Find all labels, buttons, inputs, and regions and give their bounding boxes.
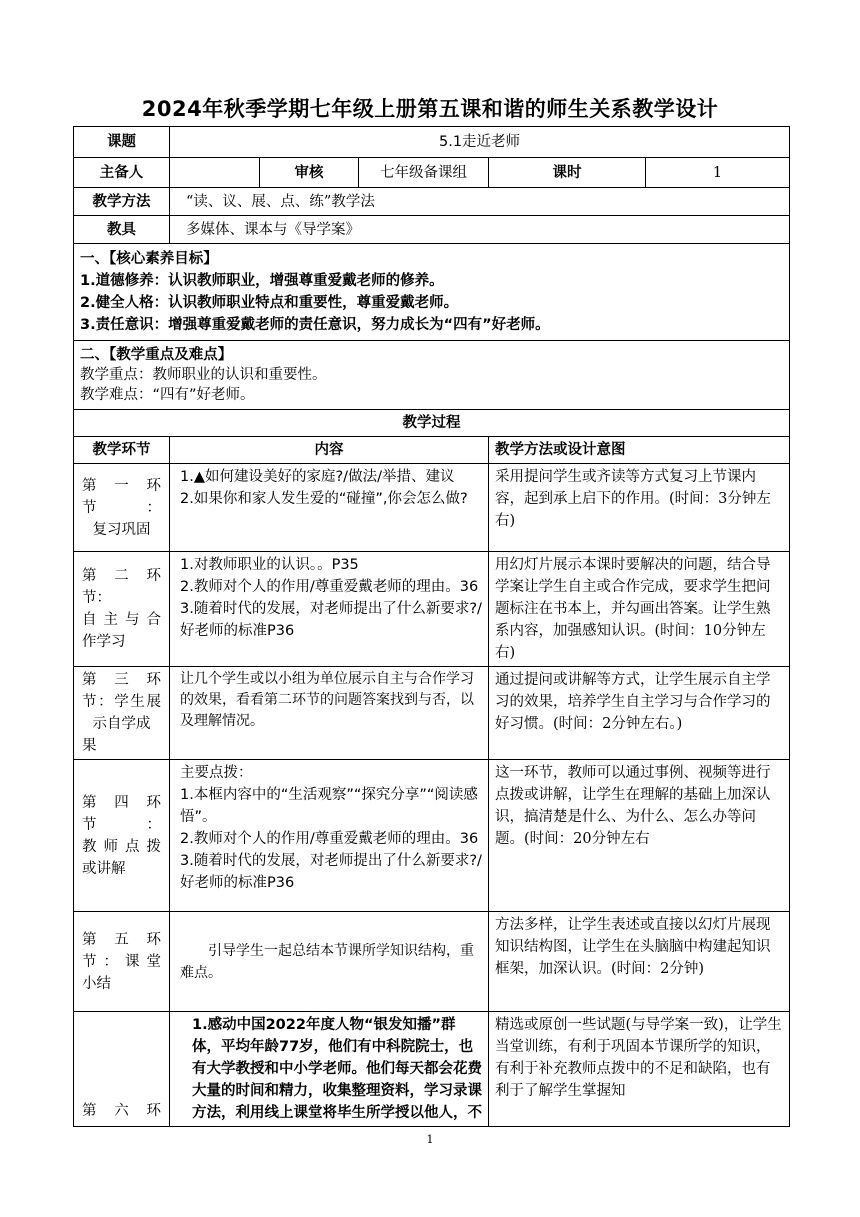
tools-row xyxy=(74,216,790,244)
tools-label: 教具 xyxy=(74,216,170,244)
goals-row xyxy=(74,244,790,341)
stage-method: 用幻灯片展示本课时要解决的问题，结合导学案让学生自主或合作完成，要求学生把问题标注在书本上，并勾画出答案。让学生熟系内容，加强感知认识。(时间：10分钟左右) xyxy=(489,552,790,667)
topic-label: 课题 xyxy=(74,127,170,158)
period-label: 课时 xyxy=(489,158,646,188)
stage-content: 让几个学生或以小组为单位展示自主与合作学习的效果，看看第二环节的问题答案找到与否，以及理解情况。 xyxy=(170,667,489,760)
stage-method: 通过提问或讲解等方式，让学生展示自主学习的效果，培养学生自主学习与合作学习的好习惯。(时间：2分钟左右。) xyxy=(489,667,790,760)
keypoints-focus: 教学重点：教师职业的认识和重要性。 xyxy=(80,367,327,383)
stage-content: 主要点拨： 1.本框内容中的“生活观察”“探究分享”“阅读感悟”。 2.教师对个人的作用/尊重爱戴老师的理由。36 3.随着时代的发展，对老师提出了什么新要求?/好老师的标准P36 xyxy=(170,760,489,912)
stage-content: 1.▲如何建设美好的家庭?/做法/举措、建议 2.如果你和家人发生爱的“碰撞”,你会怎么做? xyxy=(170,464,489,552)
stage-name: 第 三 环 节：学生展 示自学成 果 xyxy=(74,667,170,760)
stage-row xyxy=(74,1012,790,1127)
method-row xyxy=(74,188,790,216)
period-value: 1 xyxy=(646,158,790,188)
reviewer-value: 七年级备课组 xyxy=(359,158,489,188)
col-content: 内容 xyxy=(170,437,489,464)
stage-row xyxy=(74,464,790,552)
stage-content: 引导学生一起总结本节课所学知识结构，重难点。 xyxy=(170,912,489,1012)
method-label: 教学方法 xyxy=(74,188,170,216)
topic-row xyxy=(74,127,790,158)
keypoints-difficulty: 教学难点：“四有”好老师。 xyxy=(80,387,255,403)
stage-method: 这一环节，教师可以通过事例、视频等进行点拨或讲解，让学生在理解的基础上加深认识，搞清楚是什么、为什么、怎么办等问题。(时间：20分钟左右 xyxy=(489,760,790,912)
preparer-value xyxy=(170,158,260,188)
process-heading: 教学过程 xyxy=(74,410,790,437)
stage-method: 精选或原创一些试题(与导学案一致)，让学生当堂训练，有利于巩固本节课所学的知识，有利于补充教师点拨中的不足和缺陷，也有利于了解学生掌握知 xyxy=(489,1012,790,1127)
stage-name: 第 一 环 节 ： 复习巩固 xyxy=(74,464,170,552)
stage-method: 采用提问学生或齐读等方式复习上节课内容，起到承上启下的作用。(时间：3分钟左右) xyxy=(489,464,790,552)
reviewer-label: 审核 xyxy=(260,158,359,188)
goals-heading: 一、【核心素养目标】 xyxy=(80,251,218,267)
stage-row xyxy=(74,667,790,760)
stage-row xyxy=(74,912,790,1012)
stage-name: 第 二 环 节： 自主与合 作学习 xyxy=(74,552,170,667)
preparer-label: 主备人 xyxy=(74,158,170,188)
goal-item: 2.健全人格：认识教师职业特点和重要性，尊重爱戴老师。 xyxy=(80,295,459,311)
stage-content: 1.对教师职业的认识。。P35 2.教师对个人的作用/尊重爱戴老师的理由。36 3.随着时代的发展，对老师提出了什么新要求?/好老师的标准P36 xyxy=(170,552,489,667)
keypoints-heading: 二、【教学重点及难点】 xyxy=(80,347,233,363)
col-stage: 教学环节 xyxy=(74,437,170,464)
stage-name: 第 六 环 xyxy=(74,1012,170,1127)
stage-content: 1.感动中国2022年度人物“银发知播”群体，平均年龄77岁，他们有中科院院士，也有大学教授和中小学老师。他们每天都会花费大量的时间和精力，收集整理资料，学习录课方法，利用线上课堂将毕生所学授以他人，不 xyxy=(170,1012,489,1127)
keypoints-row xyxy=(74,341,790,410)
stage-name: 第 五 环 节 ： 课 堂 小结 xyxy=(74,912,170,1012)
method-value: “读、议、展、点、练”教学法 xyxy=(170,188,790,216)
preparer-row xyxy=(74,158,790,188)
stage-row xyxy=(74,552,790,667)
lesson-plan-table xyxy=(73,126,790,1127)
tools-value: 多媒体、课本与《导学案》 xyxy=(170,216,790,244)
page-title: 2024年秋季学期七年级上册第五课和谐的师生关系教学设计 xyxy=(141,97,719,121)
goal-item: 1.道德修养：认识教师职业，增强尊重爱戴老师的修养。 xyxy=(80,273,444,289)
stage-name: 第 四 环 节 ： 教 师 点 拨 或讲解 xyxy=(74,760,170,912)
page-number: 1 xyxy=(426,1133,434,1146)
process-heading-row xyxy=(74,410,790,437)
goal-item: 3.责任意识：增强尊重爱戴老师的责任意识，努力成长为“四有”好老师。 xyxy=(80,317,550,333)
process-columns-row xyxy=(74,437,790,464)
stage-row xyxy=(74,760,790,912)
col-method: 教学方法或设计意图 xyxy=(489,437,790,464)
stage-method: 方法多样，让学生表述或直接以幻灯片展现知识结构图，让学生在头脑脑中构建起知识框架，加深认识。(时间：2分钟) xyxy=(489,912,790,1012)
topic-value: 5.1走近老师 xyxy=(170,127,790,158)
